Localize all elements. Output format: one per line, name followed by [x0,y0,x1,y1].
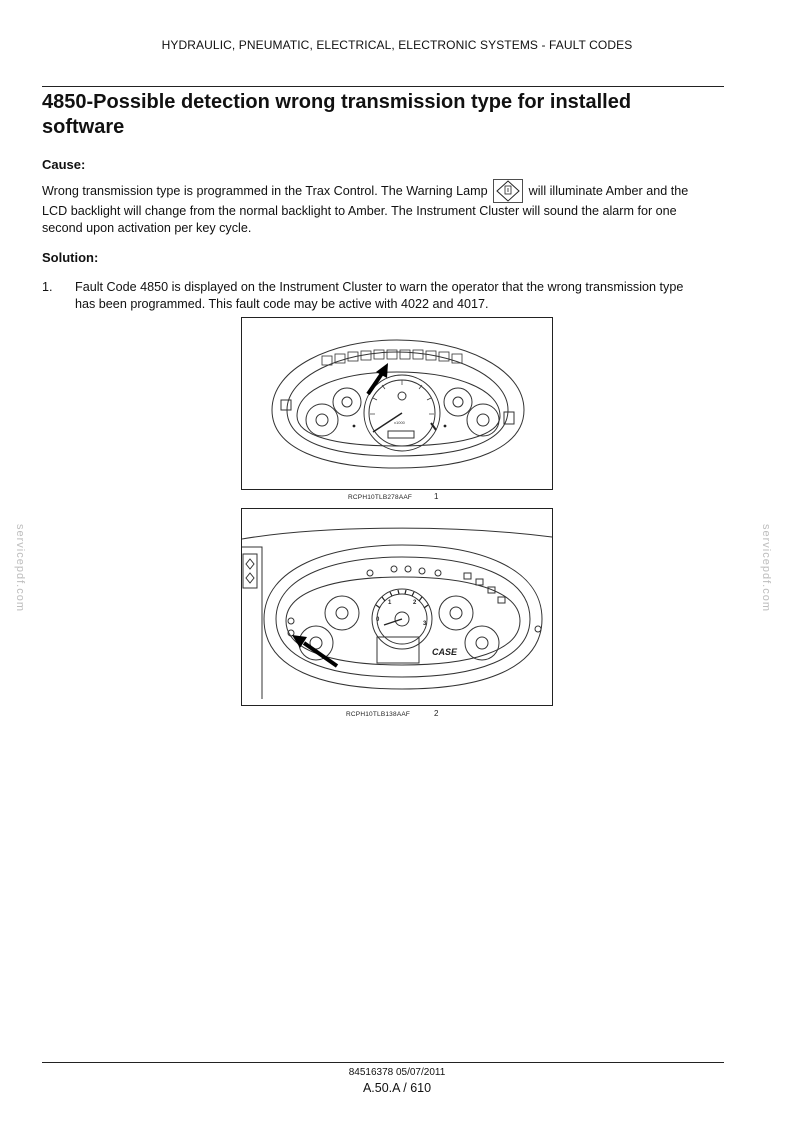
figure-2-instrument-cluster [241,508,553,706]
cause-line-2: LCD backlight will change from the normal backlight to Amber. The Instrument Cluster will sound the alarm for one [42,204,677,218]
figure-2-number: 2 [434,709,439,718]
figure-2-caption: RCPH10TLB138AAF [346,711,411,718]
title-line-2: software [42,116,125,138]
cause-heading: Cause: [42,157,86,172]
cause-text-before-icon: Wrong transmission type is programmed in the Trax Control. The Warning Lamp [42,184,488,198]
watermark-right: servicepdf.com [759,524,772,612]
cause-paragraph [42,179,724,236]
figure-1-caption: RCPH10TLB278AAF [348,494,413,501]
solution-item-text [75,279,723,312]
watermark-left: servicepdf.com [13,524,26,612]
title-line-1: 4850-Possible detection wrong transmission type for installed [42,91,632,113]
tach-unit-label: x1000 [394,420,405,425]
header-rule [42,86,724,87]
cause-text-after-icon: will illuminate Amber and the [528,184,689,198]
solution-heading: Solution: [42,250,99,265]
running-header: HYDRAULIC, PNEUMATIC, ELECTRICAL, ELECTRONIC SYSTEMS - FAULT CODES [161,38,633,52]
footer-doc-ref: 84516378 05/07/2011 [348,1067,446,1078]
tach-scale-3: 3 [423,621,427,627]
cause-line-3: second upon activation per key cycle. [42,220,252,235]
figure-1-number: 1 [434,492,439,501]
footer-rule [42,1062,724,1063]
tach-scale-0: 0 [376,617,380,623]
tach-scale-2: 2 [413,600,417,606]
warning-lamp-icon [493,179,523,203]
solution-item-number: 1. [42,280,53,294]
case-logo: CASE [432,647,458,657]
page-title [42,90,722,140]
figure-1-instrument-cluster [241,317,553,490]
solution-item-line-1: Fault Code 4850 is displayed on the Instrument Cluster to warn the operator that the wrong transmission type [75,280,684,294]
instrument-cluster-illustration-2 [242,509,552,705]
instrument-cluster-illustration-1 [242,318,552,489]
tach-scale-1: 1 [388,600,392,606]
footer-page-number: A.50.A / 610 [362,1081,432,1095]
cause-line-1 [42,179,724,203]
solution-item-line-2: has been programmed. This fault code may be active with 4022 and 4017. [75,296,489,311]
